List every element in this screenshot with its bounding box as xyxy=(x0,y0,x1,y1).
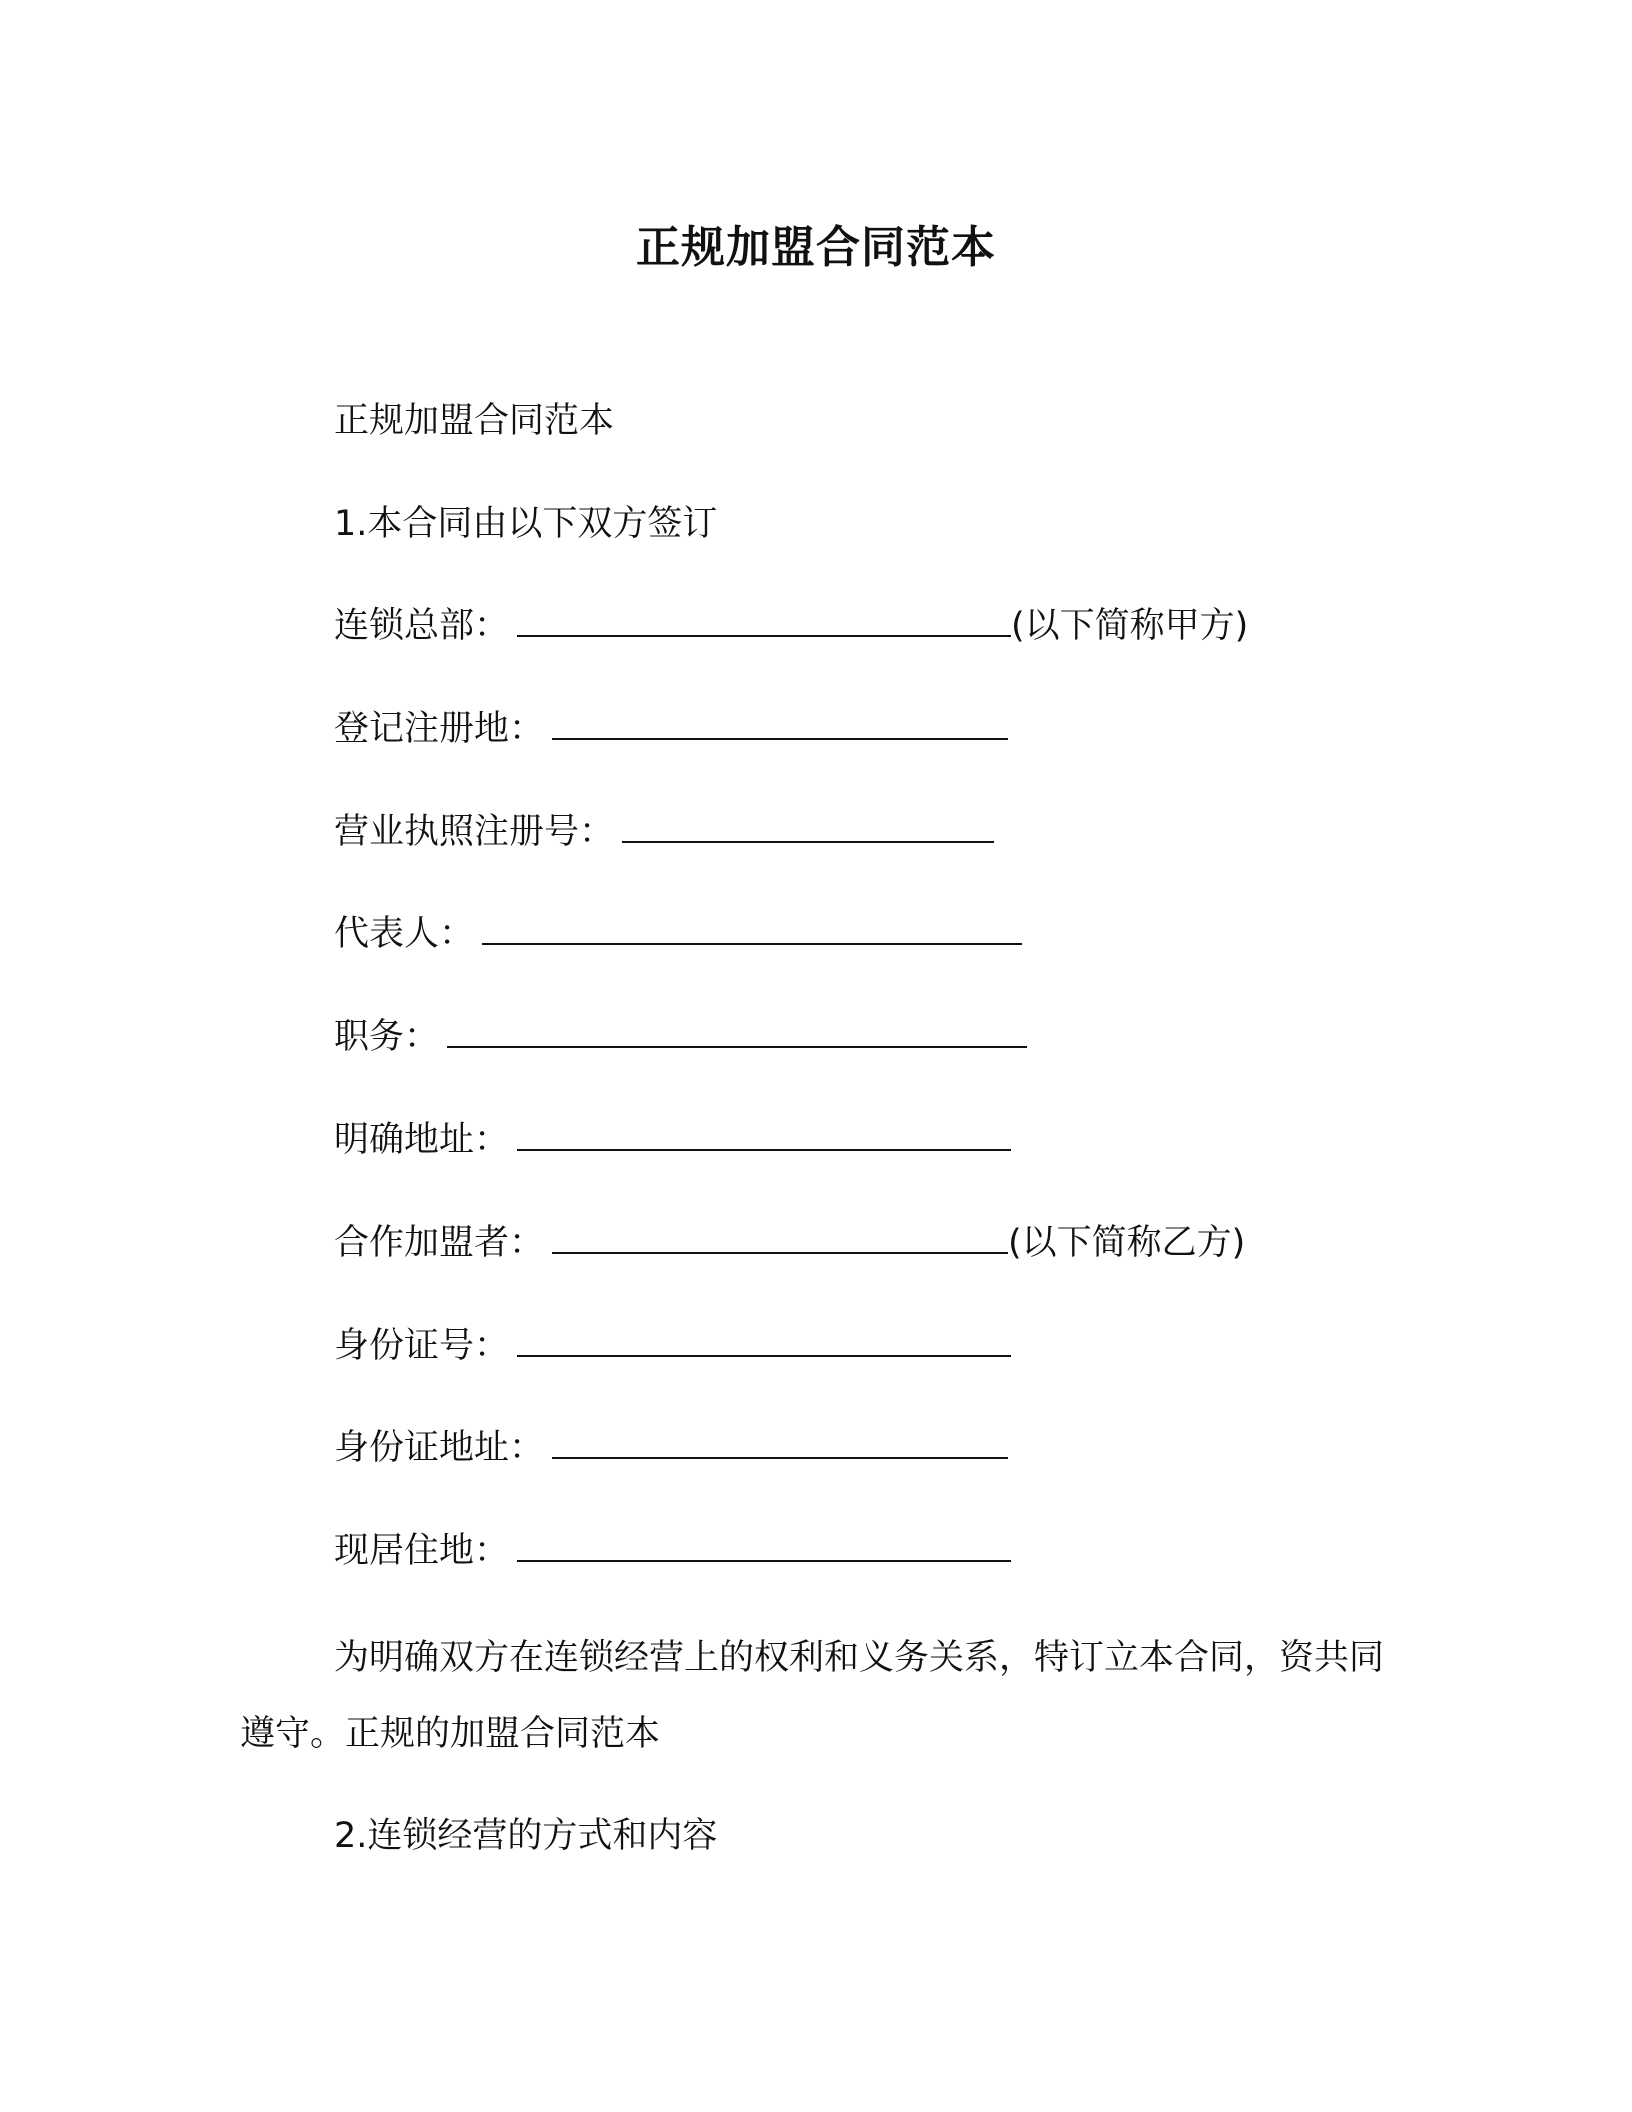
intro-paragraph: 为明确双方在连锁经营上的权利和义务关系，特订立本合同，资共同遵守。正规的加盟合同范本 xyxy=(240,1638,1385,1754)
field-row-registration-place xyxy=(334,705,1008,753)
fill-in-blank[interactable] xyxy=(517,1325,1011,1357)
fill-in-blank[interactable] xyxy=(517,1119,1011,1151)
field-label: 代表人： xyxy=(334,914,475,954)
field-row-id-number xyxy=(334,1322,1011,1370)
field-label: 身份证号： xyxy=(334,1326,510,1366)
field-suffix: (以下简称乙方) xyxy=(1008,1223,1246,1263)
field-suffix: (以下简称甲方) xyxy=(1011,606,1249,646)
field-label: 合作加盟者： xyxy=(334,1223,545,1263)
section-2-heading: 2.连锁经营的方式和内容 xyxy=(334,1816,718,1856)
field-label: 现居住地： xyxy=(334,1531,510,1571)
field-label: 连锁总部： xyxy=(334,606,510,646)
field-row-headquarters xyxy=(334,602,1248,650)
fill-in-blank[interactable] xyxy=(447,1016,1027,1048)
field-row-position xyxy=(334,1013,1027,1061)
fill-in-blank[interactable] xyxy=(517,605,1011,637)
field-label: 职务： xyxy=(334,1017,440,1057)
field-label: 身份证地址： xyxy=(334,1428,545,1468)
field-row-id-address xyxy=(334,1424,1008,1472)
field-label: 营业执照注册号： xyxy=(334,812,615,852)
field-row-address xyxy=(334,1116,1011,1164)
field-row-license-number xyxy=(334,808,994,856)
field-label: 明确地址： xyxy=(334,1120,510,1160)
fill-in-blank[interactable] xyxy=(552,1222,1008,1254)
fill-in-blank[interactable] xyxy=(517,1530,1011,1562)
document-subtitle: 正规加盟合同范本 xyxy=(334,401,615,441)
fill-in-blank[interactable] xyxy=(552,708,1008,740)
document-title: 正规加盟合同范本 xyxy=(636,222,996,273)
fill-in-blank[interactable] xyxy=(622,811,994,843)
fill-in-blank[interactable] xyxy=(482,913,1022,945)
fill-in-blank[interactable] xyxy=(552,1427,1008,1459)
field-label: 登记注册地： xyxy=(334,709,545,749)
field-row-current-residence xyxy=(334,1527,1011,1575)
section-1-heading: 1.本合同由以下双方签订 xyxy=(334,504,718,544)
field-row-representative xyxy=(334,910,1022,958)
field-row-franchisee xyxy=(334,1219,1245,1267)
